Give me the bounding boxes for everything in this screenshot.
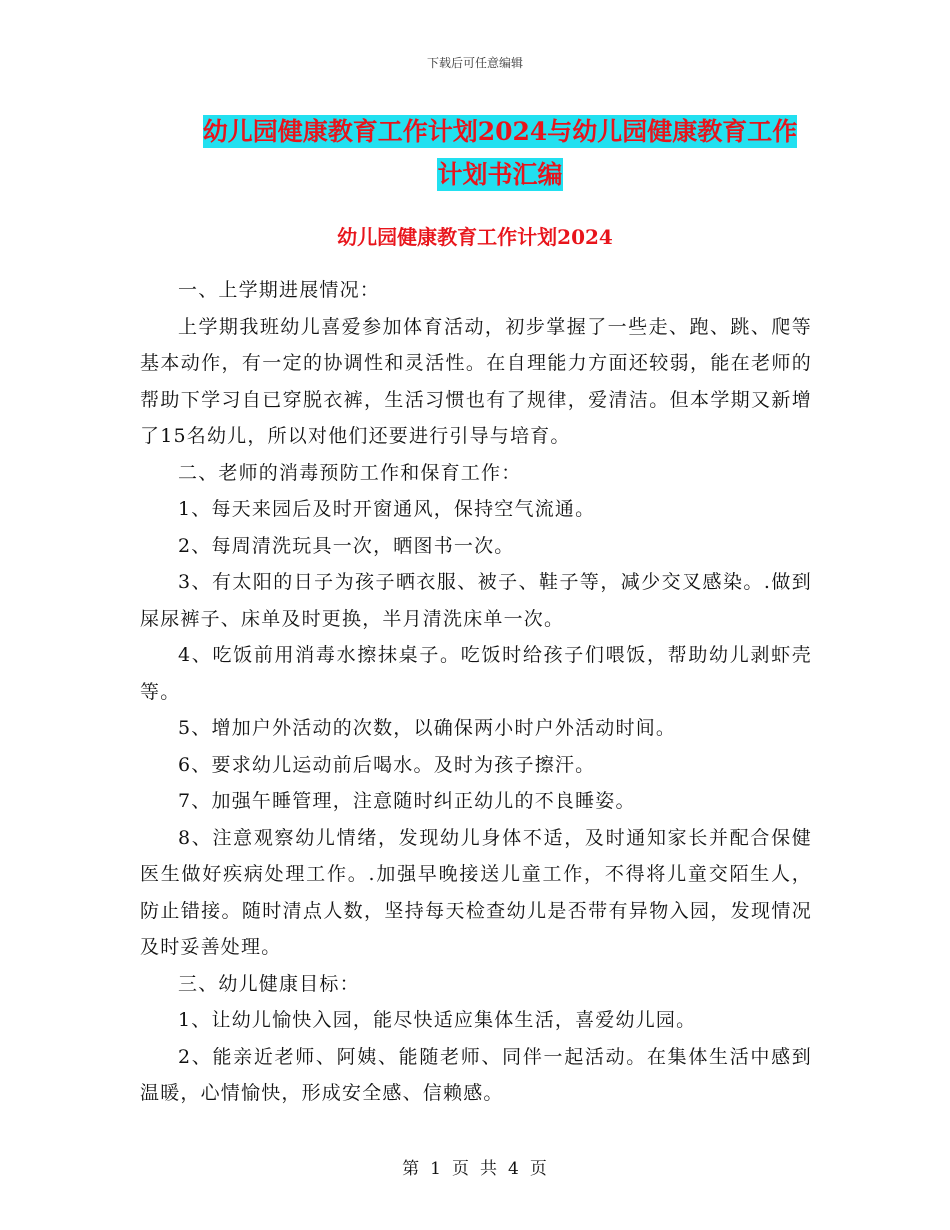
document-title-line-1: 幼儿园健康教育工作计划2024与幼儿园健康教育工作 (202, 117, 798, 146)
paragraph: 上学期我班幼儿喜爱参加体育活动，初步掌握了一些走、跑、跳、爬等基本动作，有一定的协调性和灵活性。在自理能力方面还较弱，能在老师的帮助下学习自已穿脱衣裤，生活习惯也有了规律，爱清洁。但本学期又新增了15名幼儿，所以对他们还要进行引导与培育。 (140, 315, 812, 447)
paragraph: 1、让幼儿愉快入园，能尽快适应集体生活，喜爱幼儿园。 (178, 1009, 697, 1031)
document-title-line-2: 计划书汇编 (437, 160, 563, 189)
paragraph: 4、吃饭前用消毒水擦抹桌子。吃饭时给孩子们喂饭，帮助幼儿剥虾壳等。 (140, 644, 812, 703)
document-body (140, 272, 812, 1112)
paragraph: 3、有太阳的日子为孩子晒衣服、被子、鞋子等，减少交叉感染。.做到屎尿裤子、床单及时更换，半月清洗床单一次。 (140, 571, 812, 630)
paragraph: 6、要求幼儿运动前后喝水。及时为孩子擦汗。 (178, 753, 596, 776)
page-footer (0, 1154, 950, 1179)
footer-ye-2: 页 (529, 1159, 548, 1179)
paragraph: 5、增加户外活动的次数，以确保两小时户外活动时间。 (178, 717, 677, 739)
document-title (140, 110, 860, 196)
paragraph: 8、注意观察幼儿情绪，发现幼儿身体不适，及时通知家长并配合保健医生做好疾病处理工作。.加强早晚接送儿童工作，不得将儿童交陌生人，防止错接。随时清点人数，坚持每天检查幼儿是否带有异物入园，发现情况及时妥善处理。 (140, 826, 812, 958)
footer-ye: 页 (452, 1159, 470, 1179)
paragraph: 一、上学期进展情况： (178, 279, 381, 301)
paragraph: 二、老师的消毒预防工作和保育工作： (178, 461, 522, 484)
section-title: 幼儿园健康教育工作计划2024 (337, 225, 613, 249)
paragraph: 2、每周清洗玩具一次，晒图书一次。 (178, 534, 515, 557)
footer-page-number: 1 (430, 1159, 442, 1179)
paragraph: 1、每天来园后及时开窗通风，保持空气流通。 (178, 498, 596, 520)
header-note: 下载后可任意编辑 (426, 56, 523, 70)
paragraph: 7、加强午睡管理，注意随时纠正幼儿的不良睡姿。 (178, 790, 636, 812)
paragraph: 三、幼儿健康目标： (178, 972, 360, 995)
footer-gong: 共 (480, 1159, 498, 1179)
footer-di: 第 (402, 1159, 421, 1179)
footer-total-pages: 4 (508, 1159, 520, 1179)
paragraph: 2、能亲近老师、阿姨、能随老师、同伴一起活动。在集体生活中感到温暖，心情愉快，形成安全感、信赖感。 (140, 1045, 812, 1104)
